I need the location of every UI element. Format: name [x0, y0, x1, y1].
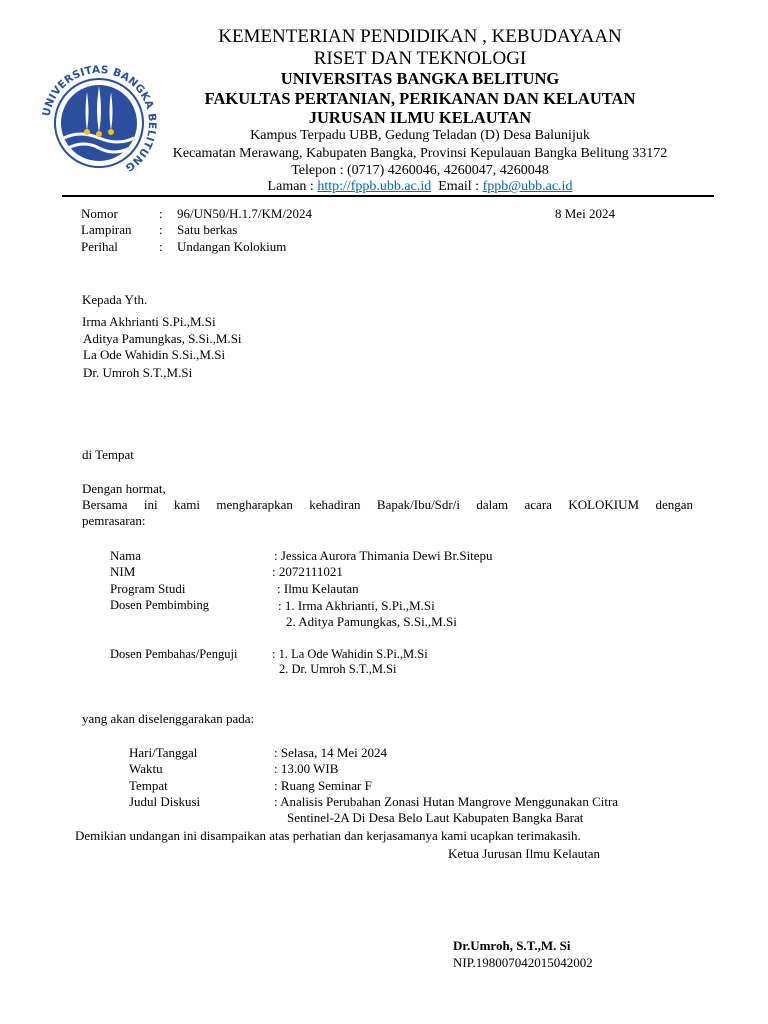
- colon: :: [159, 239, 163, 254]
- email-link[interactable]: fppb@ubb.ac.id: [482, 179, 573, 194]
- letter-date: 8 Mei 2024: [555, 206, 615, 221]
- address-line-1: Kampus Terpadu UBB, Gedung Teladan (D) Desa Balunijuk: [250, 128, 590, 143]
- event-lead: yang akan diselenggarakan pada:: [82, 711, 255, 726]
- recipient-name: Irma Akhrianti S.Pi.,M.Si: [82, 314, 216, 329]
- colon: :: [159, 222, 163, 237]
- signer-role: Ketua Jurusan Ilmu Kelautan: [448, 846, 600, 861]
- university-name: UNIVERSITAS BANGKA BELITUNG: [280, 69, 560, 88]
- nama-value: : Jessica Aurora Thimania Dewi Br.Sitepu: [274, 548, 493, 563]
- judul-label: Judul Diskusi: [129, 794, 201, 809]
- nomor-value: 96/UN50/H.1.7/KM/2024: [177, 206, 313, 221]
- waktu-value: : 13.00 WIB: [274, 761, 339, 776]
- contact-line: [200, 179, 640, 195]
- colon: :: [159, 206, 163, 221]
- signer-name: Dr.Umroh, S.T.,M. Si: [453, 938, 571, 953]
- pembimbing-2: 2. Aditya Pamungkas, S.Si.,M.Si: [286, 614, 457, 629]
- web-label: Laman :: [267, 179, 318, 194]
- ministry-line-1: KEMENTERIAN PENDIDIKAN , KEBUDAYAAN: [218, 26, 622, 47]
- tempat-label: Tempat: [129, 778, 168, 793]
- ministry-line-2: RISET DAN TEKNOLOGI: [313, 48, 527, 69]
- greeting: Kepada Yth.: [82, 292, 148, 307]
- lampiran-value: Satu berkas: [177, 222, 238, 237]
- recipient-name: La Ode Wahidin S.Si.,M.Si: [83, 347, 226, 362]
- recipient-place: di Tempat: [82, 447, 134, 462]
- lampiran-label: Lampiran: [81, 222, 132, 237]
- recipient-name: Dr. Umroh S.T.,M.Si: [83, 365, 193, 380]
- logo-ring-text: UNIVERSITAS BANGKA BELITUNG: [40, 64, 158, 174]
- penguji-label: Dosen Pembahas/Penguji: [110, 647, 238, 661]
- signer-nip: NIP.198007042015042002: [453, 955, 593, 970]
- recipient-name: Aditya Pamungkas, S.Si.,M.Si: [83, 331, 242, 346]
- pembimbing-1: : 1. Irma Akhrianti, S.Pi.,M.Si: [278, 598, 435, 613]
- penguji-2: 2. Dr. Umroh S.T.,M.Si: [279, 662, 397, 676]
- penguji-1: : 1. La Ode Wahidin S.Pi.,M.Si: [272, 647, 428, 661]
- web-link[interactable]: http://fppb.ubb.ac.id: [317, 179, 432, 194]
- closing-text: Demikian undangan ini disampaikan atas perhatian dan kerjasamanya kami ucapkan terimakasih.: [75, 828, 581, 843]
- department-name: JURUSAN ILMU KELAUTAN: [308, 108, 532, 127]
- salutation: Dengan hormat,: [82, 481, 166, 496]
- hari-value: : Selasa, 14 Mei 2024: [274, 745, 388, 760]
- email-label: Email :: [438, 179, 483, 194]
- intro-line-1: Bersama ini kami mengharapkan kehadiran Bapak/Ibu/Sdr/i dalam acara KOLOKIUM dengan: [82, 497, 693, 512]
- prodi-label: Program Studi: [110, 581, 186, 596]
- hari-label: Hari/Tanggal: [129, 745, 198, 760]
- intro-line-2: pemrasaran:: [82, 513, 146, 528]
- nama-label: Nama: [110, 548, 142, 563]
- phone-line: Telepon : (0717) 4260046, 4260047, 4260048: [291, 163, 549, 178]
- judul-value-1: : Analisis Perubahan Zonasi Hutan Mangrove Menggunakan Citra: [274, 794, 619, 809]
- tempat-value: : Ruang Seminar F: [274, 778, 372, 793]
- waktu-label: Waktu: [129, 761, 163, 776]
- pembimbing-label: Dosen Pembimbing: [110, 598, 209, 612]
- perihal-label: Perihal: [81, 239, 118, 254]
- perihal-value: Undangan Kolokium: [177, 239, 287, 254]
- nomor-label: Nomor: [81, 206, 118, 221]
- judul-value-2: Sentinel-2A Di Desa Belo Laut Kabupaten Bangka Barat: [287, 810, 584, 825]
- nim-value: : 2072111021: [272, 564, 343, 579]
- prodi-value: : Ilmu Kelautan: [277, 581, 359, 596]
- nim-label: NIM: [110, 564, 136, 579]
- university-logo: [40, 64, 158, 182]
- letterhead-divider: [62, 195, 714, 197]
- faculty-name: FAKULTAS PERTANIAN, PERIKANAN DAN KELAUTAN: [204, 89, 636, 108]
- address-line-2: Kecamatan Merawang, Kabupaten Bangka, Provinsi Kepulauan Bangka Belitung 33172: [172, 146, 668, 161]
